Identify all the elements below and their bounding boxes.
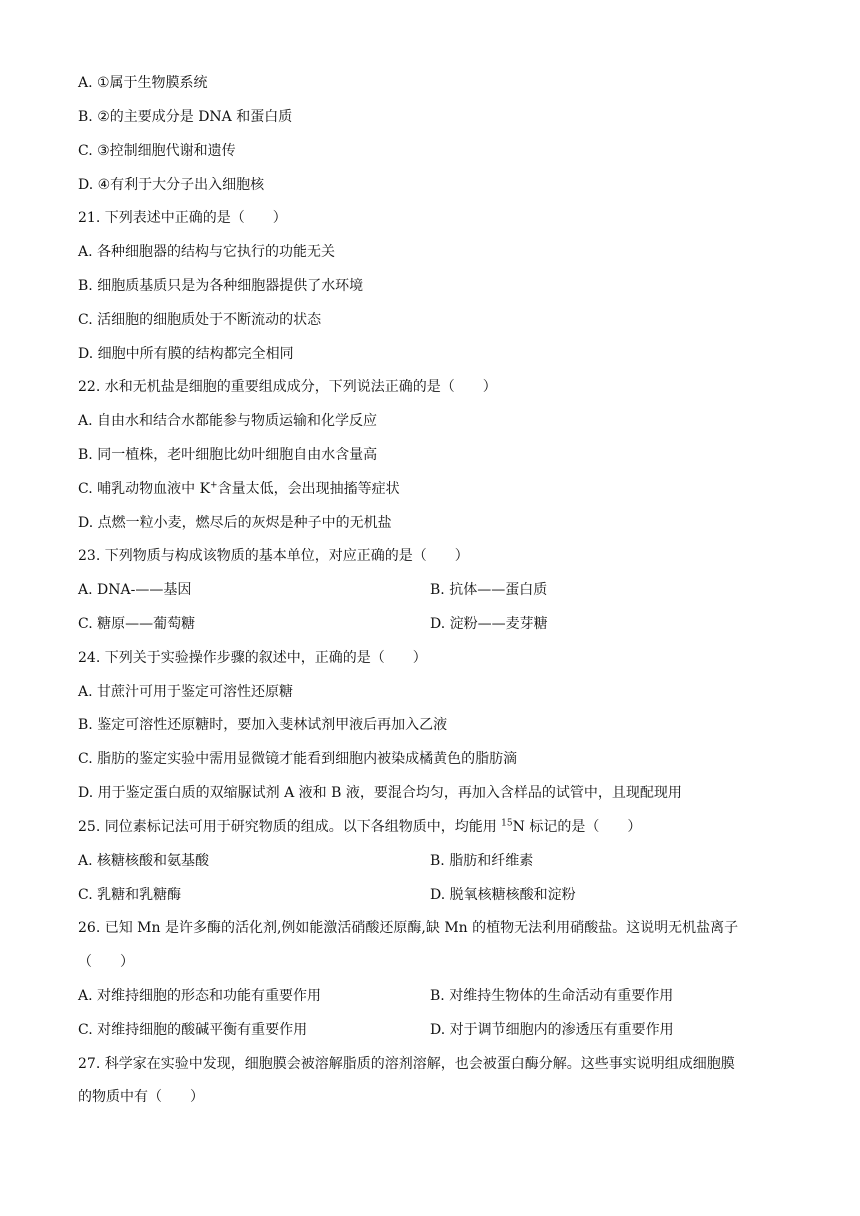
q24-option-b: B. 鉴定可溶性还原糖时，要加入斐林试剂甲液后再加入乙液	[78, 717, 448, 733]
q22-option-c-sup: +	[210, 480, 218, 491]
q26-option-c: C. 对维持细胞的酸碱平衡有重要作用	[78, 1022, 308, 1038]
q22-stem: 22. 水和无机盐是细胞的重要组成成分，下列说法正确的是（ ）	[78, 379, 497, 395]
q24-stem: 24. 下列关于实验操作步骤的叙述中，正确的是（ ）	[78, 650, 427, 666]
q21-option-a: A. 各种细胞器的结构与它执行的功能无关	[78, 244, 336, 260]
q21-option-b: B. 细胞质基质只是为各种细胞器提供了水环境	[78, 278, 364, 294]
q26-option-a: A. 对维持细胞的形态和功能有重要作用	[78, 988, 322, 1004]
prev-option-b: B. ②的主要成分是 DNA 和蛋白质	[78, 109, 293, 125]
q25-option-a: A. 核糖核酸和氨基酸	[78, 853, 210, 869]
q26-option-b: B. 对维持生物体的生命活动有重要作用	[430, 988, 674, 1004]
q23-option-a: A. DNA-——基因	[78, 582, 192, 598]
q21-option-c: C. 活细胞的细胞质处于不断流动的状态	[78, 312, 322, 328]
q25-stem	[78, 817, 641, 837]
q22-option-a: A. 自由水和结合水都能参与物质运输和化学反应	[78, 413, 378, 429]
prev-option-c: C. ③控制细胞代谢和遗传	[78, 143, 236, 159]
q25-option-d: D. 脱氧核糖核酸和淀粉	[430, 887, 576, 903]
q24-option-d: D. 用于鉴定蛋白质的双缩脲试剂 A 液和 B 液，要混合均匀，再加入含样品的试管中，且现配现用	[78, 785, 682, 801]
q25-stem-post: N 标记的是（ ）	[512, 819, 642, 835]
q25-stem-pre: 25. 同位素标记法可用于研究物质的组成。以下各组物质中，均能用	[78, 819, 502, 835]
prev-option-d: D. ④有利于大分子出入细胞核	[78, 177, 265, 193]
prev-option-a: A. ①属于生物膜系统	[78, 75, 208, 91]
q22-option-b: B. 同一植株，老叶细胞比幼叶细胞自由水含量高	[78, 447, 378, 463]
q21-option-d: D. 细胞中所有膜的结构都完全相同	[78, 346, 294, 362]
q24-option-c: C. 脂肪的鉴定实验中需用显微镜才能看到细胞内被染成橘黄色的脂肪滴	[78, 751, 518, 767]
q25-option-c: C. 乳糖和乳糖酶	[78, 887, 182, 903]
q22-option-c-post: 含量太低，会出现抽搐等症状	[217, 481, 400, 497]
q27-stem-line2: 的物质中有（ ）	[78, 1089, 204, 1105]
q23-option-c: C. 糖原——葡萄糖	[78, 616, 196, 632]
q22-option-d: D. 点燃一粒小麦，燃尽后的灰烬是种子中的无机盐	[78, 515, 392, 531]
q27-stem-line1: 27. 科学家在实验中发现，细胞膜会被溶解脂质的溶剂溶解，也会被蛋白酶分解。这些事实说明组成细胞膜	[78, 1056, 735, 1072]
q26-stem-line2: （ ）	[78, 954, 134, 970]
q25-stem-sup: 15	[501, 818, 513, 829]
q21-stem: 21. 下列表述中正确的是（ ）	[78, 210, 287, 226]
q26-option-d: D. 对于调节细胞内的渗透压有重要作用	[430, 1022, 674, 1038]
q26-stem-line1: 26. 已知 Mn 是许多酶的活化剂,例如能激活硝酸还原酶,缺 Mn 的植物无法利用硝酸盐。这说明无机盐离子	[78, 920, 739, 936]
q23-option-b: B. 抗体——蛋白质	[430, 582, 548, 598]
q23-option-d: D. 淀粉——麦芽糖	[430, 616, 548, 632]
q22-option-c-pre: C. 哺乳动物血液中 K	[78, 481, 211, 497]
q23-stem: 23. 下列物质与构成该物质的基本单位，对应正确的是（ ）	[78, 548, 469, 564]
q22-option-c	[78, 479, 400, 499]
q24-option-a: A. 甘蔗汁可用于鉴定可溶性还原糖	[78, 684, 294, 700]
q25-option-b: B. 脂肪和纤维素	[430, 853, 534, 869]
